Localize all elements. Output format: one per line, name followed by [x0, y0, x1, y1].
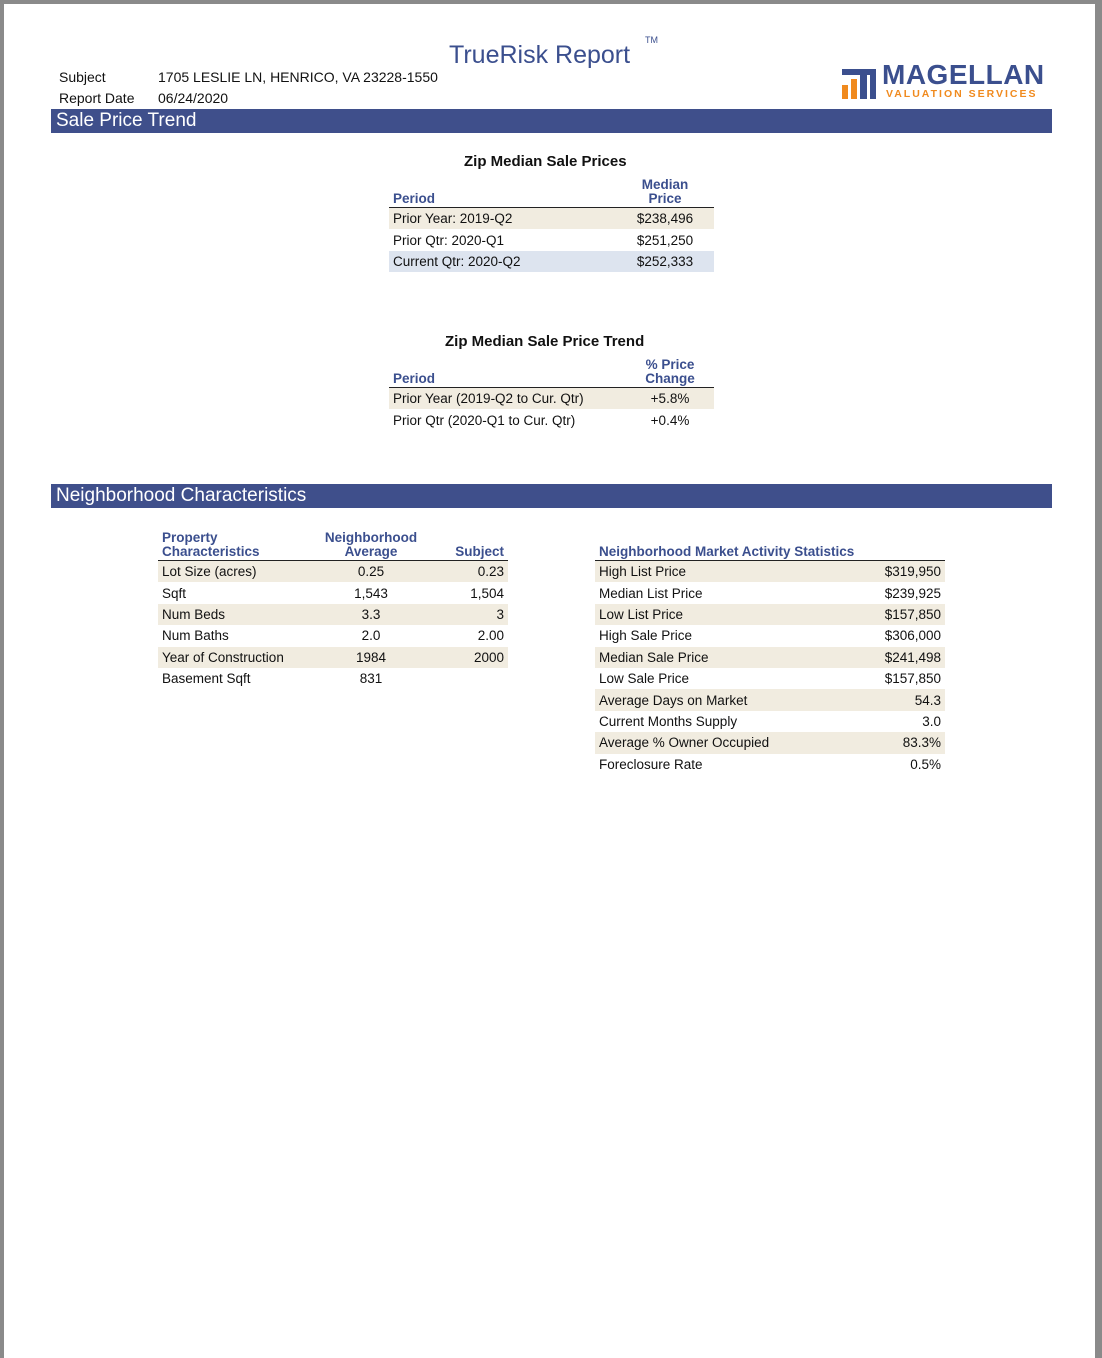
- logo-wordmark: MAGELLAN: [882, 59, 1045, 90]
- report-page: [4, 4, 1095, 1358]
- zip-median-prices-table: [389, 178, 714, 272]
- table-row: Low Sale Price $157,850: [599, 671, 941, 687]
- table-row: Lot Size (acres) 0.25 0.23: [158, 561, 508, 583]
- section-band-neighborhood: Neighborhood Characteristics: [51, 484, 1052, 508]
- table-row: Num Beds 3.3 3: [158, 604, 508, 625]
- col-neighborhood-average: Neighborhood Average: [312, 531, 430, 561]
- table-row: Average % Owner Occupied 83.3%: [595, 732, 945, 753]
- table-row: Prior Year: 2019-Q2 $238,496: [389, 208, 714, 230]
- table-row: Basement Sqft 831: [162, 671, 383, 687]
- report-date-value: 06/24/2020: [158, 90, 229, 106]
- logo-bars-icon: [842, 69, 876, 99]
- table-row: Average Days on Market 54.3: [595, 689, 945, 710]
- subject-label: Subject: [59, 69, 106, 85]
- table-row: Current Qtr: 2020-Q2 $252,333: [389, 251, 714, 272]
- col-median-price: Median Price: [616, 178, 714, 208]
- table-row: Foreclosure Rate 0.5%: [599, 756, 941, 772]
- market-activity-header: Neighborhood Market Activity Statistics: [595, 545, 945, 561]
- col-subject: Subject: [430, 531, 508, 561]
- report-date-label: Report Date: [59, 90, 135, 106]
- section-band-sale-price-trend: Sale Price Trend: [51, 109, 1052, 133]
- table-row: Current Months Supply 3.0: [599, 713, 941, 729]
- magellan-logo: [842, 61, 1052, 101]
- zip-trend-caption: Zip Median Sale Price Trend: [445, 333, 645, 350]
- col-property-characteristics: Property Characteristics: [158, 531, 312, 561]
- zip-trend-table: [389, 358, 714, 431]
- col-period: Period: [389, 178, 616, 208]
- table-row: Year of Construction 1984 2000: [158, 647, 508, 668]
- table-row: High List Price $319,950: [595, 561, 945, 583]
- trademark-mark: TM: [645, 35, 658, 45]
- table-row: Prior Year (2019-Q2 to Cur. Qtr) +5.8%: [389, 388, 714, 410]
- table-row: Median Sale Price $241,498: [595, 647, 945, 668]
- col-price-change: % Price Change: [626, 358, 714, 388]
- table-row: High Sale Price $306,000: [599, 628, 941, 644]
- zip-median-prices-caption: Zip Median Sale Prices: [464, 153, 627, 170]
- table-row: Prior Qtr: 2020-Q1 $251,250: [393, 232, 694, 248]
- table-row: Low List Price $157,850: [595, 604, 945, 625]
- table-row: Prior Qtr (2020-Q1 to Cur. Qtr) +0.4%: [393, 412, 690, 428]
- col-period: Period: [389, 358, 626, 388]
- table-row: Median List Price $239,925: [599, 585, 941, 601]
- logo-subtitle: VALUATION SERVICES: [886, 88, 1038, 100]
- table-row: Sqft 1,543 1,504: [162, 585, 504, 601]
- property-characteristics-table: [158, 531, 508, 689]
- market-activity-table: [595, 545, 945, 775]
- table-row: Num Baths 2.0 2.00: [162, 628, 504, 644]
- report-title: TrueRisk Report: [449, 41, 631, 69]
- subject-address: 1705 LESLIE LN, HENRICO, VA 23228-1550: [158, 69, 438, 85]
